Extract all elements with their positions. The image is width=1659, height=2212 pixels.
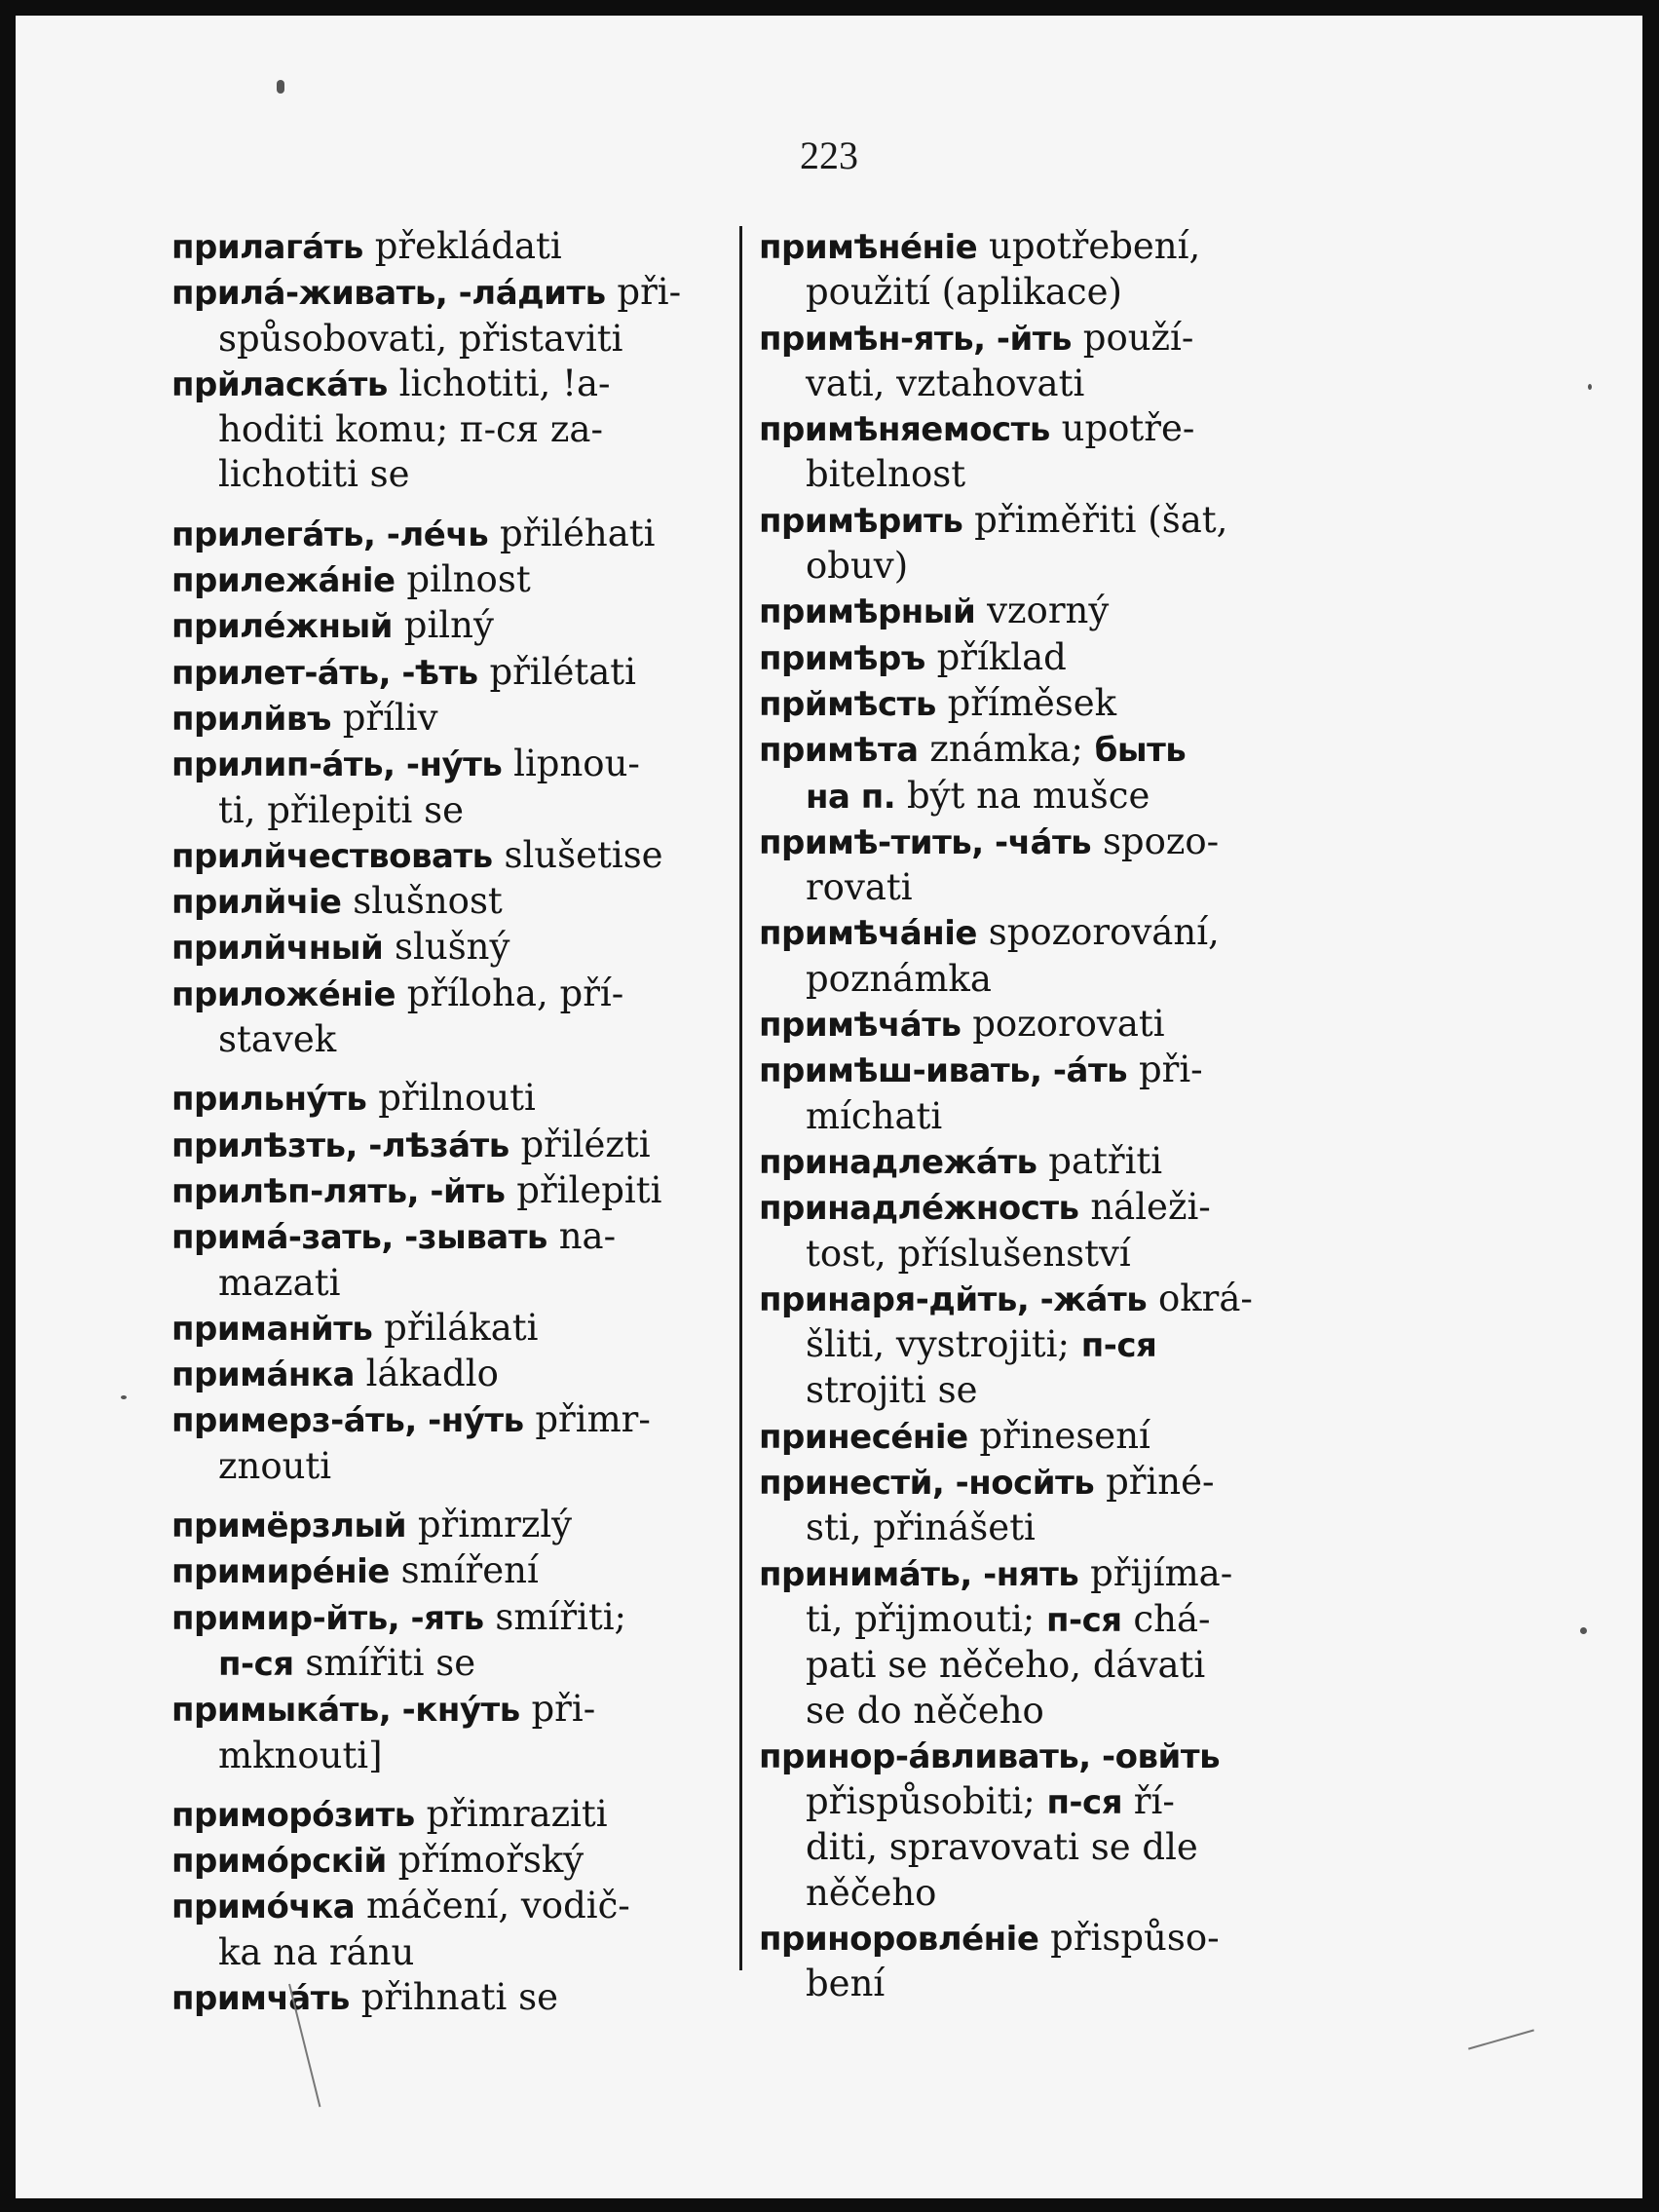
headword: прймѣсть	[759, 684, 936, 724]
translation: přilákati	[384, 1306, 539, 1349]
translation: přilepiti	[516, 1168, 662, 1211]
translation: použití (aplikace)	[806, 271, 1122, 314]
dictionary-entry	[171, 1687, 727, 1778]
translation: být na mušce	[906, 774, 1150, 817]
headword: примѣръ	[759, 638, 925, 678]
headword: прильнýть	[171, 1080, 367, 1120]
translation: mknouti]	[218, 1734, 383, 1776]
translation: ti, přilepiti se	[218, 788, 465, 831]
speck	[1588, 384, 1592, 390]
translation: pilný	[403, 604, 494, 647]
translation: smíření	[400, 1549, 539, 1592]
translation: přimrzlý	[417, 1504, 573, 1546]
translation: příměsek	[947, 681, 1117, 724]
translation: okrá-	[1157, 1277, 1253, 1319]
entry-continuation: něčeho	[806, 1871, 937, 1914]
headword: примѣ-тить, -чáть	[759, 822, 1092, 862]
headword: прилет-áть, -ѣть	[171, 653, 478, 693]
dictionary-entry	[171, 650, 727, 696]
headword: прилежáніе	[171, 561, 396, 601]
translation: příklad	[936, 635, 1067, 678]
headword: принадлéжность	[759, 1189, 1079, 1229]
entry-continuation	[759, 1962, 1334, 2006]
entry-continuation	[759, 544, 1334, 589]
translation: bitelnost	[806, 453, 966, 496]
entry-continuation: strojiti se	[806, 1369, 978, 1412]
dictionary-entry	[171, 742, 727, 833]
dictionary-entry	[759, 1414, 1334, 1460]
entry-continuation: se do něčeho	[806, 1689, 1044, 1732]
headword: принимáть, -нять	[759, 1554, 1079, 1594]
translation: přispůsobiti;	[806, 1780, 1036, 1823]
headword: примёрзлый	[171, 1506, 407, 1546]
dictionary-entry	[759, 589, 1334, 634]
entry-continuation	[759, 1322, 1334, 1368]
dictionary-entry	[171, 833, 727, 879]
translation: ří-	[1133, 1780, 1175, 1823]
entry-continuation	[759, 774, 1334, 820]
dictionary-entry	[171, 1548, 727, 1594]
entry-continuation	[171, 1930, 727, 1975]
translation: poznámka	[806, 957, 992, 1000]
translation: obuv)	[806, 545, 909, 588]
translation: slušnost	[353, 880, 503, 923]
translation: přimr-	[535, 1398, 651, 1441]
headword-phrase: п-ся	[218, 1644, 294, 1684]
headword: приморóзить	[171, 1795, 415, 1835]
entry-continuation	[171, 317, 727, 362]
entry-continuation	[759, 1779, 1334, 1825]
dictionary-entry	[759, 1734, 1334, 1916]
headword: прилѣзть, -лѣзáть	[171, 1125, 509, 1165]
headword: примыкáть, -кнýть	[171, 1691, 520, 1731]
dictionary-entry	[759, 1185, 1334, 1277]
entry-continuation	[759, 452, 1334, 497]
translation: bení	[806, 1963, 886, 2005]
headword: приложéніе	[171, 974, 396, 1014]
dictionary-entry	[759, 910, 1334, 1002]
dictionary-entry	[171, 1503, 727, 1548]
translation: chá-	[1133, 1597, 1211, 1640]
headword-phrase: п-ся	[1080, 1326, 1157, 1366]
headword: прилйвъ	[171, 699, 331, 739]
entry-continuation	[171, 407, 727, 452]
headword: примѣнéніе	[759, 228, 978, 267]
right-column	[759, 224, 1334, 2007]
left-column	[171, 224, 727, 2021]
headword: примѣш-ивать, -áть	[759, 1051, 1128, 1091]
translation: spůsobovati, přistaviti	[218, 317, 623, 360]
dictionary-entry	[171, 512, 727, 557]
translation: vzorný	[987, 590, 1110, 632]
dictionary-entry	[759, 498, 1334, 590]
translation: upotře-	[1061, 407, 1195, 450]
headword-phrase: п-ся	[1046, 1600, 1122, 1640]
entry-continuation	[759, 362, 1334, 406]
translation: přispůso-	[1050, 1916, 1220, 1959]
dictionary-entry	[759, 1460, 1334, 1551]
translation: mazati	[218, 1261, 341, 1304]
translation: míchati	[806, 1094, 943, 1137]
dictionary-entry	[759, 681, 1334, 727]
translation: ka na ránu	[218, 1930, 415, 1973]
headword: примѣчáніе	[759, 914, 977, 954]
translation: tost, příslušenství	[806, 1232, 1131, 1275]
speck	[121, 1395, 127, 1399]
translation: ti, přijmouti;	[806, 1597, 1036, 1640]
dictionary-entry	[759, 1002, 1334, 1048]
translation: sti, přinášeti	[806, 1506, 1036, 1549]
dictionary-entry	[171, 925, 727, 971]
translation: přiléhati	[499, 512, 656, 554]
dictionary-entry	[759, 820, 1334, 911]
speck	[277, 80, 284, 94]
headword: принор-áвливать, -овйть	[759, 1736, 1221, 1776]
translation: příloha, pří-	[406, 972, 624, 1014]
headword: примѣрить	[759, 501, 963, 541]
translation: přilnouti	[378, 1077, 536, 1120]
translation: přimraziti	[426, 1792, 608, 1835]
dictionary-entry	[759, 1048, 1334, 1139]
headword-phrase: быть	[1094, 731, 1187, 771]
translation: spozo-	[1102, 820, 1220, 862]
headword: принестй, -носйть	[759, 1464, 1095, 1504]
entry-continuation	[759, 1094, 1334, 1139]
dictionary-entry	[759, 224, 1334, 316]
entry-continuation	[171, 1444, 727, 1489]
translation: přilézti	[520, 1123, 651, 1165]
headword-phrase: на п.	[806, 777, 896, 817]
headword: примóрскій	[171, 1842, 387, 1882]
translation: patřiti	[1048, 1139, 1163, 1182]
translation: přilétati	[489, 650, 637, 693]
entry-continuation	[759, 1506, 1334, 1550]
headword: прилагáть	[171, 228, 363, 267]
translation: přímořský	[397, 1839, 584, 1882]
headword: прилéжный	[171, 607, 394, 647]
scratch-mark	[1468, 2029, 1534, 2049]
dictionary-entry	[759, 727, 1334, 820]
dictionary-entry	[171, 1884, 727, 1975]
dictionary-entry	[171, 1214, 727, 1306]
headword: примчáть	[171, 1978, 350, 2018]
headword: прилйчный	[171, 929, 384, 969]
dictionary-entry	[759, 635, 1334, 681]
headword: примѣчáть	[759, 1006, 961, 1046]
entry-continuation	[759, 1232, 1334, 1277]
dictionary-entry	[171, 1306, 727, 1352]
translation: smířiti se	[305, 1641, 476, 1684]
headword: приноровлéніе	[759, 1919, 1039, 1959]
dictionary-entry	[171, 362, 727, 498]
entry-continuation	[171, 1261, 727, 1306]
translation: překládati	[374, 225, 562, 267]
headword: примѣта	[759, 731, 919, 771]
translation: pozorovati	[972, 1003, 1165, 1046]
headword: примѣрный	[759, 592, 976, 632]
headword: прйласкáть	[171, 364, 388, 404]
headword: примѣн-ять, -йть	[759, 319, 1072, 359]
translation: slušetise	[504, 833, 663, 876]
translation: lákadlo	[365, 1353, 499, 1395]
headword: принесéніе	[759, 1417, 968, 1457]
dictionary-entry	[171, 1397, 727, 1489]
translation: smířiti;	[495, 1595, 627, 1638]
headword: приманйть	[171, 1309, 373, 1349]
translation: spozorování,	[988, 911, 1220, 954]
column-divider	[739, 226, 742, 1970]
entry-continuation	[759, 957, 1334, 1002]
entry-continuation	[759, 865, 1334, 910]
dictionary-entry	[759, 1139, 1334, 1185]
translation: stavek	[218, 1018, 337, 1061]
translation: přijíma-	[1090, 1551, 1233, 1594]
translation: slušný	[395, 926, 510, 969]
headword: примóчка	[171, 1888, 356, 1927]
translation: příliv	[342, 696, 438, 739]
dictionary-entry	[171, 1838, 727, 1884]
translation: známka;	[929, 728, 1083, 771]
headword: прилип-áть, -нýть	[171, 745, 503, 785]
translation: vati, vztahovati	[806, 362, 1085, 404]
translation: přiměřiti (šat,	[974, 498, 1228, 541]
headword: прилегáть, -лéчь	[171, 515, 489, 554]
dictionary-page	[16, 16, 1642, 2198]
headword: прилѣп-лять, -йть	[171, 1171, 506, 1211]
dictionary-entry	[171, 603, 727, 649]
translation: lipnou-	[513, 743, 640, 785]
translation: náleži-	[1090, 1186, 1211, 1229]
translation: při-	[1138, 1049, 1203, 1091]
dictionary-entry	[171, 1168, 727, 1214]
dictionary-entry	[171, 1792, 727, 1838]
entry-continuation	[171, 1017, 727, 1062]
page-number: 223	[800, 133, 858, 177]
headword: прилйчествовать	[171, 836, 493, 876]
entry-continuation: diti, spravovati se dle	[806, 1826, 1198, 1869]
headword: примá-зать, -зывать	[171, 1218, 547, 1258]
entry-continuation: pati se něčeho, dávati	[806, 1644, 1206, 1687]
translation: při-	[617, 271, 682, 314]
headword: примерз-áть, -нýть	[171, 1401, 524, 1441]
translation: přihnati se	[360, 1975, 558, 2018]
headword: прилá-живать, -лáдить	[171, 274, 606, 314]
translation: použí-	[1082, 316, 1194, 359]
dictionary-entry	[759, 1916, 1334, 2007]
translation: při-	[531, 1688, 596, 1731]
dictionary-entry	[171, 1352, 727, 1397]
headword: примирéніе	[171, 1552, 390, 1592]
translation: šliti, vystrojiti;	[806, 1323, 1070, 1366]
headword: принаря-дйть, -жáть	[759, 1279, 1148, 1319]
dictionary-entry	[171, 1076, 727, 1122]
dictionary-entry	[759, 1551, 1334, 1734]
translation: lichotiti, !a-	[398, 362, 611, 404]
translation: na-	[558, 1215, 617, 1258]
headword: примир-йть, -ять	[171, 1598, 484, 1638]
dictionary-entry	[171, 270, 727, 362]
entry-continuation	[171, 1641, 727, 1687]
entry-continuation	[171, 788, 727, 833]
translation: znouti	[218, 1444, 332, 1487]
headword: примáнка	[171, 1355, 355, 1395]
translation: přiné-	[1106, 1461, 1215, 1504]
speck	[1580, 1627, 1587, 1634]
translation: upotřebení,	[988, 225, 1201, 267]
translation: rovati	[806, 866, 913, 909]
dictionary-entry	[171, 1595, 727, 1688]
dictionary-entry	[759, 1277, 1334, 1414]
headword: принадлежáть	[759, 1142, 1037, 1182]
entry-continuation	[171, 1734, 727, 1778]
translation: hoditi komu; п-ся za-	[218, 408, 603, 451]
headword-phrase: п-ся	[1046, 1783, 1123, 1823]
headword: примѣняемость	[759, 410, 1050, 450]
dictionary-entry	[171, 1975, 727, 2021]
translation: máčení, vodič-	[365, 1885, 630, 1927]
translation: pilnost	[406, 558, 531, 601]
dictionary-entry	[171, 879, 727, 925]
entry-continuation: lichotiti se	[218, 453, 410, 496]
entry-continuation	[759, 1597, 1334, 1643]
dictionary-entry	[759, 316, 1334, 407]
headword: прилйчіе	[171, 883, 342, 923]
dictionary-entry	[171, 224, 727, 270]
dictionary-entry	[759, 406, 1334, 498]
dictionary-entry	[171, 1123, 727, 1168]
dictionary-entry	[171, 557, 727, 603]
translation: přinesení	[979, 1414, 1150, 1457]
dictionary-entry	[171, 972, 727, 1063]
entry-continuation	[759, 270, 1334, 315]
dictionary-entry	[171, 696, 727, 742]
